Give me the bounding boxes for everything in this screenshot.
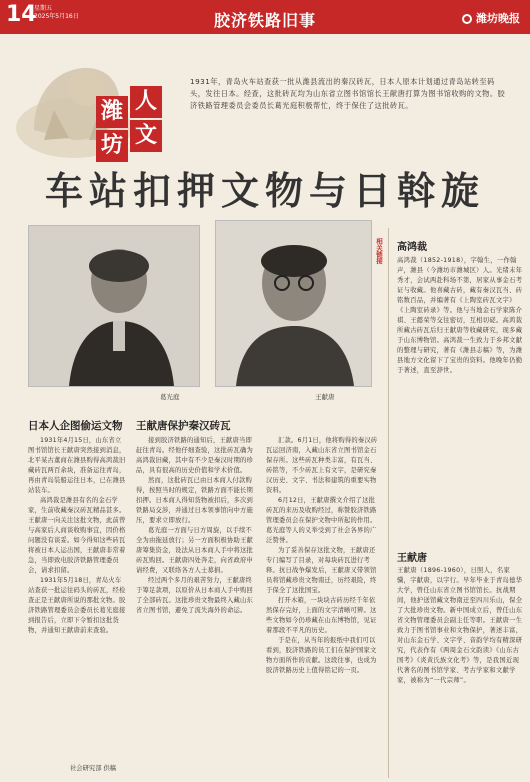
article-1-paragraph: 1931年5月18日，青岛火车站查获一批运往码头的砖瓦，经检查正是王献唐所说的那批文物。胶济铁路管理委员会委员长葛光庭接到报告后，立即下令暂扣这批货物，并通知王献唐前来查验。 xyxy=(28,577,126,634)
article-2-paragraph: 经过两个多月的艰苦努力，王献唐终于筹足款项，以原价从日本商人手中购回了全部砖瓦。这批珍贵文物最终入藏山东省立图书馆，避免了流失海外的命运。 xyxy=(136,577,253,614)
caption-ge-guangting: 葛光庭 xyxy=(160,393,180,401)
article-1-note: 社会研究部 供稿 xyxy=(70,765,117,772)
column-intro xyxy=(0,34,530,158)
article-3-paragraph: 为了妥善保存这批文物，王献唐还专门编写了目录，对每块砖瓦进行考释。抗日战争爆发后，王献唐又带领馆员将馆藏珍贵文物南迁，历经艰险，终于保全了这批国宝。 xyxy=(266,547,377,594)
column-badge xyxy=(96,89,176,160)
page-header xyxy=(0,0,530,34)
intro-text: 1931年，青岛火车站查获一批从潍县流出的秦汉砖瓦，日本人原本计划通过青岛站转至码头，发往日本。经查，这批砖瓦均为山东省立图书馆馆长王献唐打算为图书馆收购的文物。胶济铁路管理委员会委员长葛光庭积极帮忙，终于保住了这批砖瓦。 xyxy=(190,77,506,110)
caption-wang-xiantang: 王献唐 xyxy=(315,393,335,401)
badge-char-2: 人 xyxy=(130,86,162,118)
ge-biography: 高鸿裁（1852-1918），字翰生，一作翰声，潍县（今潍坊市潍城区）人。光绪末年秀才，会试两赴科场不第，居家从事金石考证与收藏。他喜藏古砖，藏有秦汉瓦当、砖铭数百品，并编著有《上陶室砖瓦文字》《上陶室砖录》等。他与当地金石学家陈介祺、王懿荣等交往密切，互相切磋。高鸿裁所藏古砖瓦后归王献唐等收藏研究，现多藏于山东博物馆。高鸿裁一生致力于乡邦文献的整理与研究，著有《潍县志稿》等，为潍县地方文化留下了宝贵的资料。他晚年仍勤于著述，直至辞世。 xyxy=(397,257,523,374)
article-3-paragraph: 汇款。6月1日，他将购得的秦汉砖瓦运回济南，入藏山东省立图书馆金石保存所。这些砖瓦种类丰富，有瓦当、砖铭等，不少砖瓦上有文字，是研究秦汉历史、文字、书法和建筑的重要实物资料。 xyxy=(266,437,378,494)
article-1-paragraph: 1931年4月15日，山东省立图书馆馆长王献唐突然接到消息，北平某古董商在潍县购得高鸿裁旧藏砖瓦两百余块，准备运往青岛，再由青岛装船运往日本，已在潍县站装车。 xyxy=(28,437,126,494)
article-1-paragraph: 高鸿裁是潍县有名的金石学家，生前收藏秦汉砖瓦精品甚多。王献唐一向关注这批文物，此前曾与高家后人商谈收购事宜，因价格问题没有谈妥。如今得知这些砖瓦将被日本人运出国，王献唐非常着急，当即致电胶济铁路管理委员会，请求扣留。 xyxy=(28,497,126,574)
wang-biography: 王献唐（1896-1960），日照人，名家骥，字献唐，以字行。早年毕业于青岛德华大学，曾任山东省立图书馆馆长。抗战期间，他护送馆藏文物南迁至四川乐山，保全了大批珍贵文物。新中国成立后，曾任山东省文物管理委员会副主任等职。王献唐一生致力于图书馆事业和文物保护，著述丰富，对山东金石学、文字学、音韵学均有精深研究，代表作有《两周金石文韵读》《山东古国考》《炎黄氏族文化考》等，是我国近现代著名的图书馆学家、考古学家和文献学家，被称为“一代宗师”。 xyxy=(397,567,523,684)
brand-name: 潍坊晚报 xyxy=(476,12,520,25)
page-number: 14 xyxy=(6,2,37,27)
article-3-paragraph: 6月12日，王献唐撰文介绍了这批砖瓦的来历及收购经过，称赞胶济铁路管理委员会在保护文物中所起的作用。葛光庭等人的义举受到了社会各界的广泛赞誉。 xyxy=(266,497,377,544)
article-title-1: 日本人企图偷运文物 xyxy=(28,420,123,432)
article-2-body xyxy=(136,436,256,776)
section-title: 胶济铁路旧事 xyxy=(213,11,316,30)
related-links-label: 相关链接 xyxy=(375,238,383,264)
article-1-body xyxy=(28,436,126,756)
article-title-2: 王献唐保护秦汉砖瓦 xyxy=(136,420,231,432)
wang-name-heading: 王献唐 xyxy=(397,553,427,564)
badge-char-1: 潍 xyxy=(96,96,128,128)
article-2-paragraph: 葛光庭一方面与日方周旋，以手续不全为由拖延放行；另一方面积极协助王献唐筹集资金，设法从日本商人手中将这批砖瓦购回。王献唐四处奔走，向省政府申请经费，又联络各方人士募捐。 xyxy=(136,527,253,574)
headline: 车站扣押文物与日斡旋 xyxy=(44,168,485,213)
article-3-body xyxy=(266,436,378,776)
brand-logo-icon xyxy=(462,14,472,24)
article-2-paragraph: 接到胶济铁路的通知后，王献唐当即赶往青岛。经他仔细查验，这批砖瓦确为高鸿裁旧藏，其中有不少是秦汉时期的珍品，具有很高的历史价值和学术价值。 xyxy=(136,437,253,474)
photo-wang-xiantang xyxy=(215,220,372,387)
article-3-paragraph: 打开木箱，一块块古砖历经千年依然保存完好，上面的文字清晰可辨。这些文物如今仍珍藏在山东博物馆，见证着那段不平凡的历史。 xyxy=(266,597,377,634)
badge-char-3: 坊 xyxy=(96,130,128,162)
article-3-paragraph: 于是在，从当年的报纸中我们可以看到，胶济铁路的员工们在保护国家文物方面所作的贡献。这段往事，也成为胶济铁路历史上值得铭记的一页。 xyxy=(266,637,377,674)
photo-ge-guangting xyxy=(28,225,200,387)
weekday: 星期五 xyxy=(34,5,53,12)
brand xyxy=(462,10,520,26)
article-2-paragraph: 然而，这批砖瓦已由日本商人付款购得，按照当时的规定，铁路方面不能长期扣押。日本商人得知货物被扣后，多次到铁路局交涉，并通过日本领事馆向中方施压，要求立即放行。 xyxy=(136,477,253,524)
date: 2025年5月16日 xyxy=(34,13,79,20)
badge-char-4: 文 xyxy=(130,120,162,152)
ge-name-heading: 高鸿裁 xyxy=(397,242,427,253)
column-divider xyxy=(388,228,389,778)
